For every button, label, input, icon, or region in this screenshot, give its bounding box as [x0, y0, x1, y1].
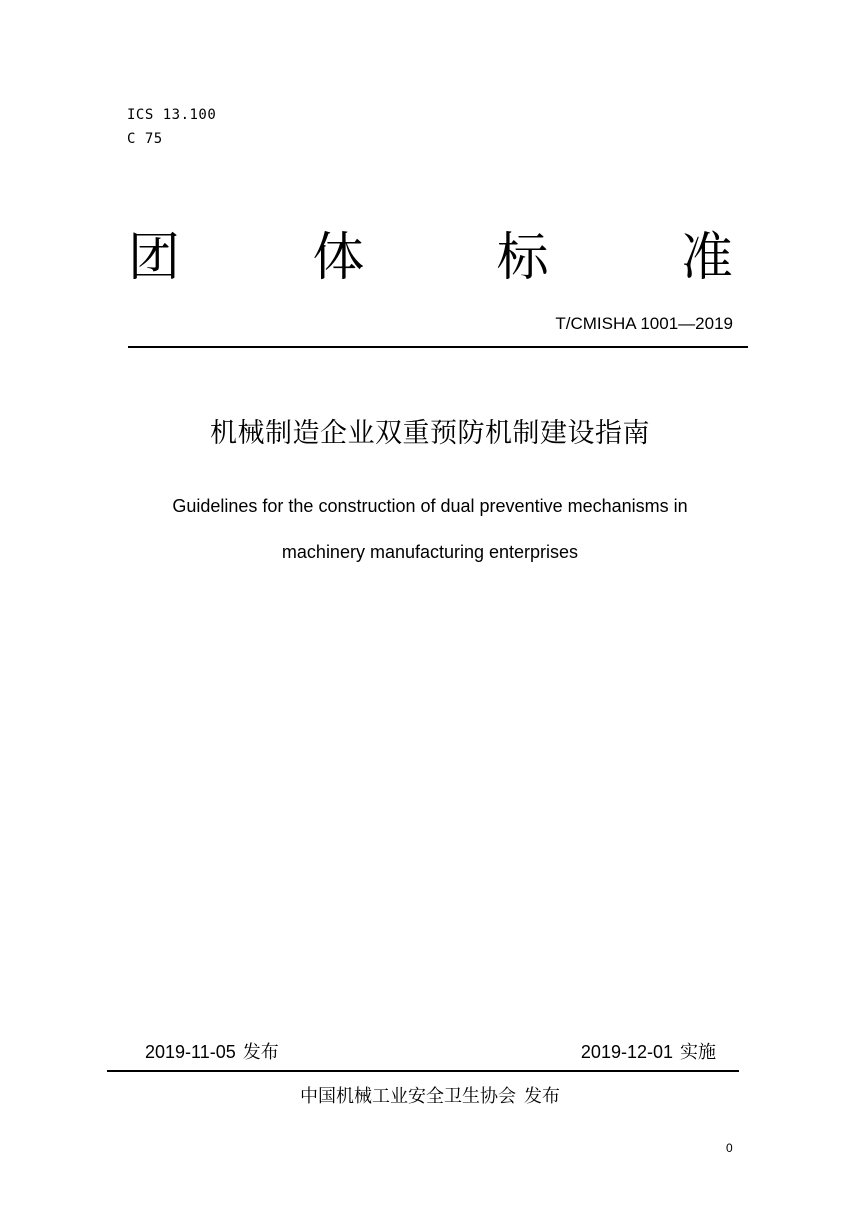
publisher-line: [0, 1084, 860, 1110]
document-title-en-line1: Guidelines for the construction of dual preventive mechanisms in: [172, 496, 688, 516]
publisher-name: 中国机械工业安全卫生协会: [300, 1086, 516, 1107]
document-title-en-line2: machinery manufacturing enterprises: [281, 542, 579, 562]
standard-type-char: 标: [496, 228, 549, 288]
publish-date: 2019-11-05: [145, 1042, 236, 1062]
standard-type-char: 准: [680, 228, 733, 288]
document-title-zh: 机械制造企业双重预防机制建设指南: [210, 418, 650, 449]
ics-code: ICS 13.100: [127, 107, 217, 123]
publish-label: 发布: [242, 1042, 279, 1063]
standard-type-char: 体: [312, 228, 365, 288]
publish-date-line: [145, 1039, 279, 1066]
effective-date: 2019-12-01: [580, 1042, 673, 1062]
effective-label: 实施: [680, 1042, 716, 1063]
bottom-divider: [107, 1070, 739, 1072]
top-divider: [128, 346, 748, 348]
standard-number: T/CMISHA 1001—2019: [555, 314, 733, 333]
ccs-code: C 75: [127, 131, 163, 147]
page-number: 0: [726, 1141, 733, 1155]
publisher-label: 发布: [524, 1086, 560, 1107]
effective-date-line: [581, 1039, 716, 1066]
standard-type-heading: [128, 226, 733, 290]
standard-type-char: 团: [128, 228, 181, 288]
